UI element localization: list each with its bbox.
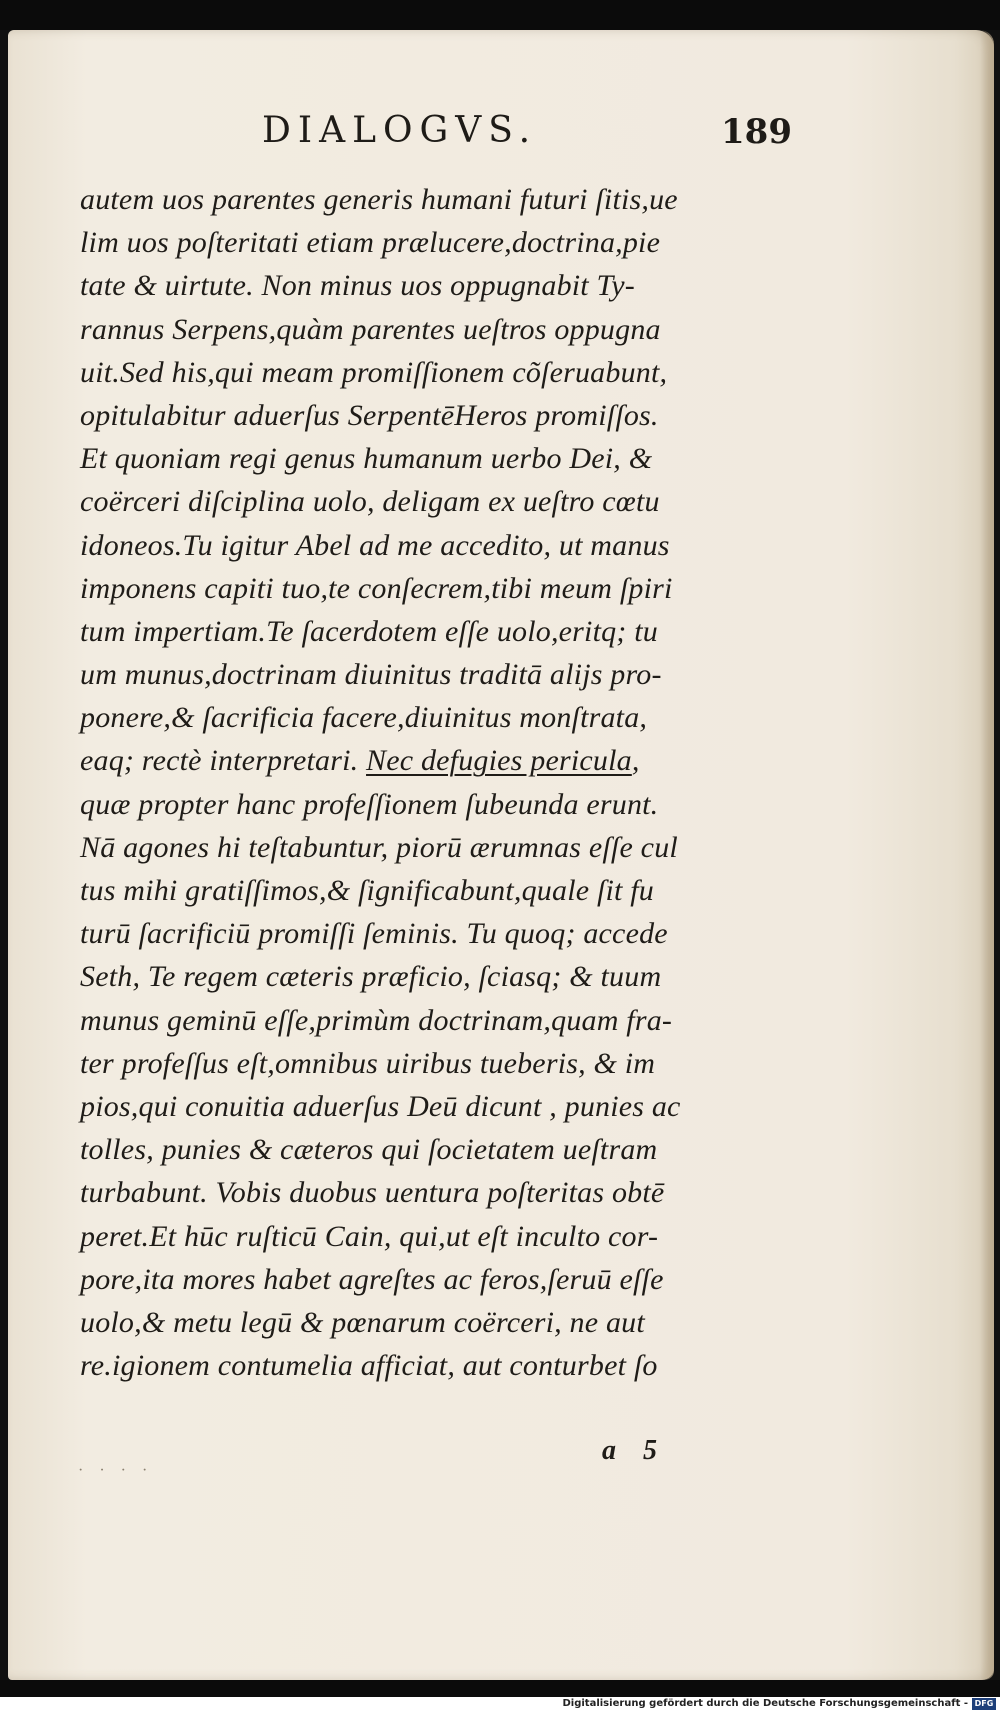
dfg-logo-icon: DFG: [972, 1698, 996, 1710]
text-line: pios,qui conuitia aduerſus Deū dicunt , punies ac: [80, 1089, 681, 1123]
page-edge-shadow: [980, 30, 994, 1680]
scan-border-top: [0, 0, 1000, 30]
scan-border-bottom: [0, 1680, 1000, 1697]
text-line: um munus,doctrinam diuinitus traditā alijs pro-: [80, 658, 662, 692]
text-line: Seth, Te regem cæteris præficio, ſciasq; & tuum: [80, 960, 662, 994]
signature-mark: a 5: [602, 1435, 667, 1466]
text-line-underlined: [80, 739, 780, 782]
text-line: quæ propter hanc profeſſionem ſubeunda erunt.: [80, 787, 659, 821]
paper-specks: · · · ·: [78, 1462, 154, 1479]
text-line: autem uos parentes generis humani futuri ſitis,ue: [80, 183, 678, 216]
text-line: turū ſacrificiū promiſſi ſeminis. Tu quoq; accede: [80, 917, 668, 951]
underlined-phrase: Nec defugies pericula: [366, 744, 632, 778]
footer-bar: [0, 1697, 1000, 1711]
funding-credit: Digitalisierung gefördert durch die Deutsche Forschungsgemeinschaft -: [562, 1698, 968, 1709]
text-line: ponere,& ſacrificia facere,diuinitus monſtrata,: [80, 701, 648, 735]
text-line: peret.Et hūc ruſticū Cain, qui,ut eſt inculto cor-: [80, 1219, 659, 1253]
text-line: tum impertiam.Te ſacerdotem eſſe uolo,eritq; tu: [80, 614, 658, 648]
text-line: tolles, punies & cæteros qui ſocietatem ueſtram: [80, 1133, 658, 1167]
text-line: Nā agones hi teſtabuntur, piorū ærumnas eſſe cul: [80, 830, 678, 864]
body-text: [80, 178, 780, 1387]
text-segment: eaq; rectè interpretari.: [80, 744, 367, 778]
text-line: rannus Serpens,quàm parentes ueſtros oppugna: [80, 312, 661, 346]
text-line: munus geminū eſſe,primùm doctrinam,quam fra-: [80, 1003, 673, 1037]
text-line: ter profeſſus eſt,omnibus uiribus tueberis, & im: [80, 1046, 656, 1080]
running-title: DIALOGVS.: [262, 110, 538, 151]
page-number: 189: [721, 112, 792, 152]
text-line: lim uos poſteritati etiam prælucere,doctrina,pie: [80, 226, 661, 260]
text-line: idoneos.Tu igitur Abel ad me accedito, ut manus: [80, 528, 670, 562]
text-line: turbabunt. Vobis duobus uentura poſteritas obtē: [80, 1176, 665, 1210]
text-segment: ,: [631, 744, 640, 778]
text-line: uit.Sed his,qui meam promiſſionem cõſeruabunt,: [80, 355, 668, 389]
page-header: [8, 110, 994, 160]
book-page: [8, 30, 994, 1680]
text-line: opitulabitur aduerſus SerpentēHeros promiſſos.: [80, 398, 659, 432]
text-line: re.igionem contumelia afficiat, aut conturbet ſo: [80, 1349, 658, 1383]
text-line: Et quoniam regi genus humanum uerbo Dei, &: [80, 442, 653, 476]
text-line: pore,ita mores habet agreſtes ac feros,ſeruū eſſe: [80, 1262, 664, 1296]
text-line: tate & uirtute. Non minus uos oppugnabit Ty-: [80, 269, 635, 303]
text-line: tus mihi gratiſſimos,& ſignificabunt,quale ſit fu: [80, 874, 654, 907]
text-line: imponens capiti tuo,te conſecrem,tibi meum ſpiri: [80, 571, 673, 605]
text-line: uolo,& metu legū & pœnarum coërceri, ne aut: [80, 1305, 645, 1339]
text-line: coërceri diſciplina uolo, deligam ex ueſtro cœtu: [80, 485, 660, 519]
